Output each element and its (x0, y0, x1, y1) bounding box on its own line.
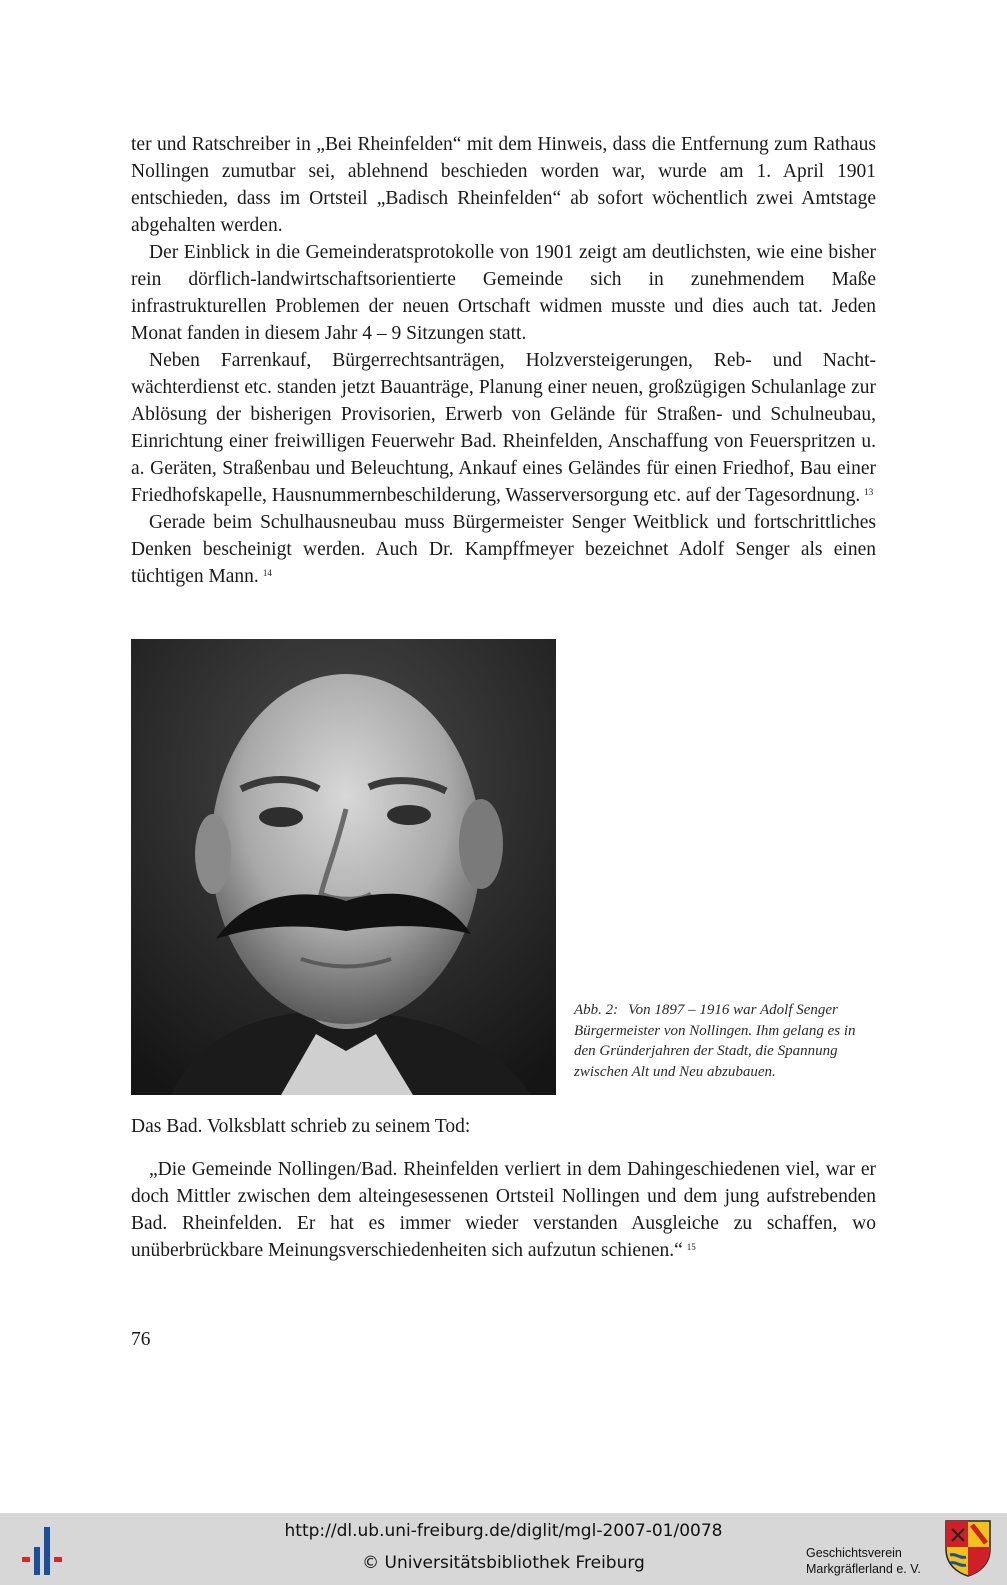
portrait-illustration (131, 639, 556, 1095)
portrait-photo (131, 639, 556, 1095)
paragraph-4: Gerade beim Schulhausneubau muss Bürgermeister Senger Weitblick und fortschrittliches Denken bescheinigt werden. Auch Dr. Kampffmeyer bezeichnet Adolf Senger als einen tüchtigen Mann. $^{14}$ (131, 512, 876, 587)
caption-label: Abb. 2: (574, 1002, 619, 1018)
society-name-line1: Geschichtsverein (806, 1546, 902, 1560)
quote-block (131, 1156, 876, 1264)
coat-of-arms-icon (944, 1519, 992, 1577)
paragraph-2: Der Einblick in die Gemeinderatsprotokolle von 1901 zeigt am deutlichsten, wie eine bisher rein dörflich-landwirtschaftsorientierte Gemeinde sich in zunehmendem Maße infrastrukturellen Problemen der neuen Ortschaft widmen musste und dies auch tat. Jeden Monat fanden in diesem Jahr 4 – 9 Sitzungen statt. (131, 242, 876, 344)
footnote-ref-15[interactable]: 15 (686, 1242, 696, 1252)
footer-bar (0, 1513, 1007, 1585)
society-name (806, 1545, 921, 1577)
paragraph-1: ter und Ratschreiber in „Bei Rheinfelden“ mit dem Hinweis, dass die Entfernung zum Rathaus Nollingen zumutbar sei, ablehnend beschieden worden war, wurde am 1. April 1901 entschieden, dass im Ortsteil „Badisch Rheinfelden“ ab sofort wöchentlich zwei Amtstage abgehalten werden. (131, 134, 876, 236)
body-text-top (131, 131, 876, 590)
page-number: 76 (131, 1329, 151, 1350)
quote-paragraph: „Die Gemeinde Nollingen/Bad. Rheinfelden verliert in dem Dahingeschiedenen viel, war er doch Mittler zwischen dem alteingesessenen Ortsteil Nollingen und dem jung aufstrebenden Bad. Rheinfelden. Er hat es immer wieder verstanden Ausgleiche zu schaffen, wo unüberbrückbare Meinungsverschiedenheiten sich aufzutun schienen.“ $^{15}$ (131, 1159, 876, 1261)
figure-caption (574, 1000, 876, 1082)
footnote-ref-13[interactable]: 13 (864, 487, 874, 497)
paragraph-3: Neben Farrenkauf, Bürgerrechtsanträgen, Holzversteigerungen, Reb- und Nachtwächterdienst etc. standen jetzt Bauanträge, Planung einer neuen, großzügigen Schulanlage zur Ablösung der bisherigen Provisorien, Erwerb von Gelände für Straßen- und Schulneubau, Einrichtung einer freiwilligen Feuerwehr Bad. Rheinfelden, Anschaffung von Feuerspritzen u. a. Geräten, Straßenbau und Beleuchtung, Ankauf eines Geländes für einen Friedhof, Bau einer Friedhofskapelle, Hausnummernbeschilderung, Wasserversorgung etc. auf der Tagesordnung. $^{13}$ (131, 350, 876, 506)
copyright-text: © Universitätsbibliothek Freiburg (362, 1553, 645, 1573)
after-figure-text: Das Bad. Volksblatt schrieb zu seinem Tod: (131, 1116, 471, 1137)
footnote-ref-14[interactable]: 14 (262, 568, 272, 578)
caption-text: Von 1897 – 1916 war Adolf Senger Bürgermeister von Nollingen. Ihm gelang es in den Gründerjahren der Stadt, die Spannung zwischen Alt und Neu abzubauen. (574, 1002, 856, 1080)
society-name-line2: Markgräflerland e. V. (806, 1562, 921, 1576)
source-url-link[interactable]: http://dl.ub.uni-freiburg.de/diglit/mgl-2007-01/0078 (284, 1521, 723, 1541)
